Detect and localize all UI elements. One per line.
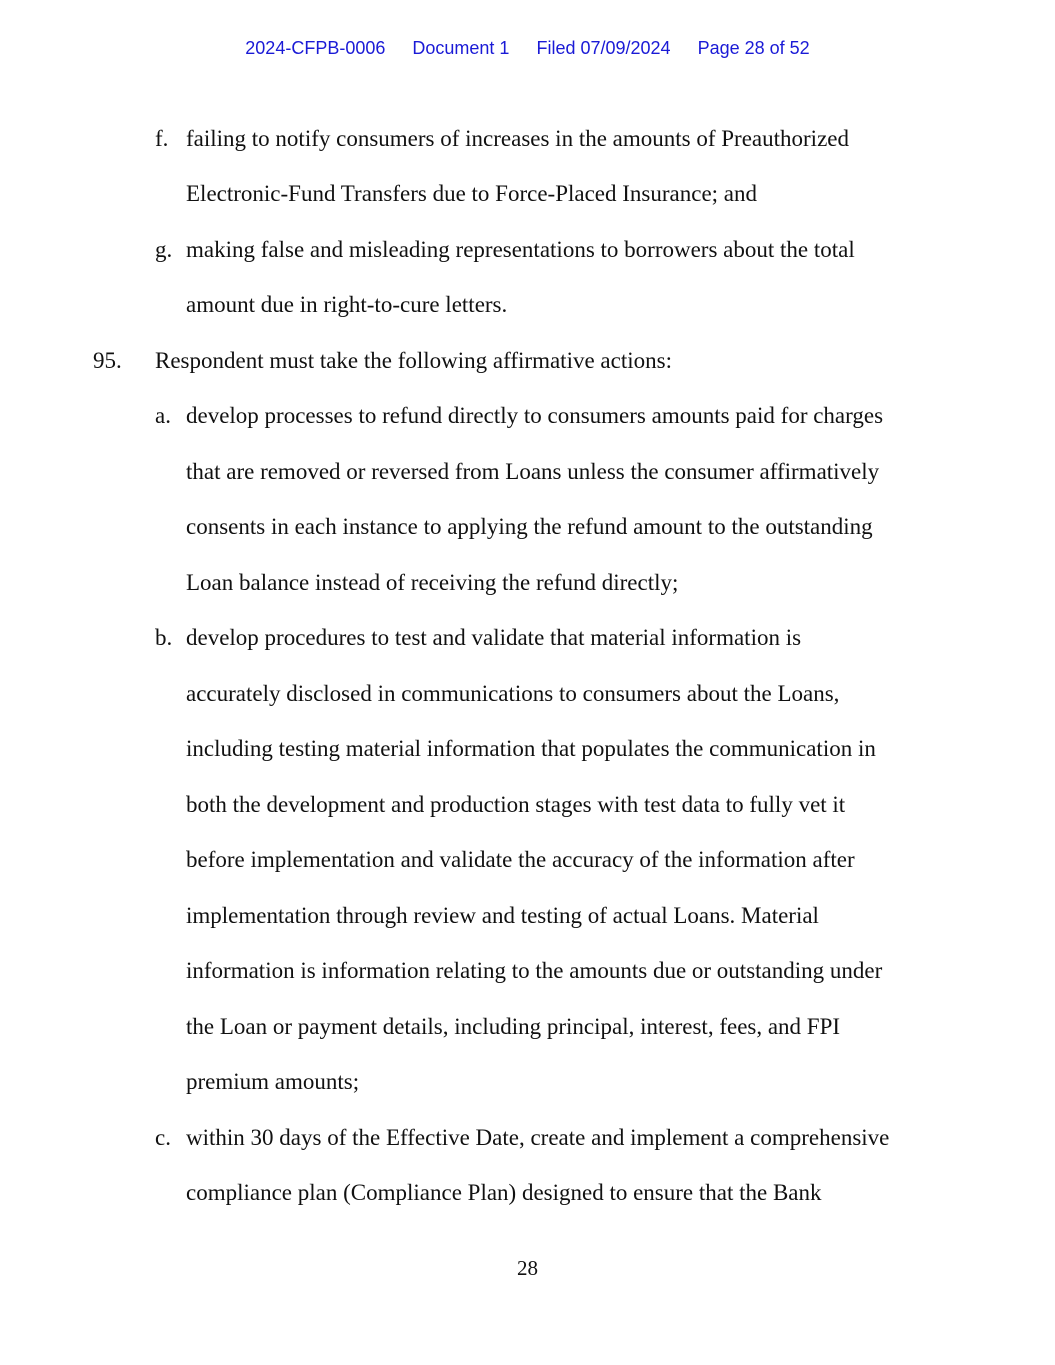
item-f-line: Electronic-Fund Transfers due to Force-Placed Insurance; and (186, 181, 758, 206)
page-indicator: Page 28 of 52 (697, 38, 810, 58)
action-c-line: within 30 days of the Effective Date, create and implement a comprehensive (186, 1125, 890, 1150)
action-a-line: that are removed or reversed from Loans unless the consumer affirmatively (186, 459, 880, 484)
filed-date: Filed 07/09/2024 (536, 38, 671, 58)
action-b-line: premium amounts; (186, 1069, 360, 1094)
item-g-line: making false and misleading representations to borrowers about the total (186, 237, 855, 262)
item-g-line: amount due in right-to-cure letters. (186, 292, 508, 317)
action-b-line: both the development and production stages with test data to fully vet it (186, 792, 846, 817)
case-number: 2024-CFPB-0006 (245, 38, 386, 58)
item-marker-f: f. (155, 126, 169, 151)
action-marker-b: b. (155, 625, 173, 650)
document-number: Document 1 (412, 38, 510, 58)
paragraph-number: 95. (93, 348, 122, 373)
action-b-line: the Loan or payment details, including principal, interest, fees, and FPI (186, 1014, 841, 1039)
action-a-line: develop processes to refund directly to consumers amounts paid for charges (186, 403, 884, 428)
page-number: 28 (517, 1256, 538, 1280)
action-marker-c: c. (155, 1125, 171, 1150)
action-b-line: develop procedures to test and validate that material information is (186, 625, 802, 650)
action-c-line: compliance plan (Compliance Plan) designed to ensure that the Bank (186, 1180, 822, 1205)
action-b-line: information is information relating to the amounts due or outstanding under (186, 958, 883, 983)
filing-header (0, 38, 1055, 59)
action-a-line: Loan balance instead of receiving the refund directly; (186, 570, 679, 595)
action-b-line: before implementation and validate the accuracy of the information after (186, 847, 855, 872)
action-b-line: including testing material information that populates the communication in (186, 736, 876, 761)
action-b-line: accurately disclosed in communications to consumers about the Loans, (186, 681, 840, 706)
action-a-line: consents in each instance to applying the refund amount to the outstanding (186, 514, 873, 539)
paragraph-text: Respondent must take the following affirmative actions: (155, 348, 672, 373)
item-f-line: failing to notify consumers of increases in the amounts of Preauthorized (186, 126, 849, 151)
action-b-line: implementation through review and testing of actual Loans. Material (186, 903, 819, 928)
action-marker-a: a. (155, 403, 171, 428)
item-marker-g: g. (155, 237, 173, 262)
